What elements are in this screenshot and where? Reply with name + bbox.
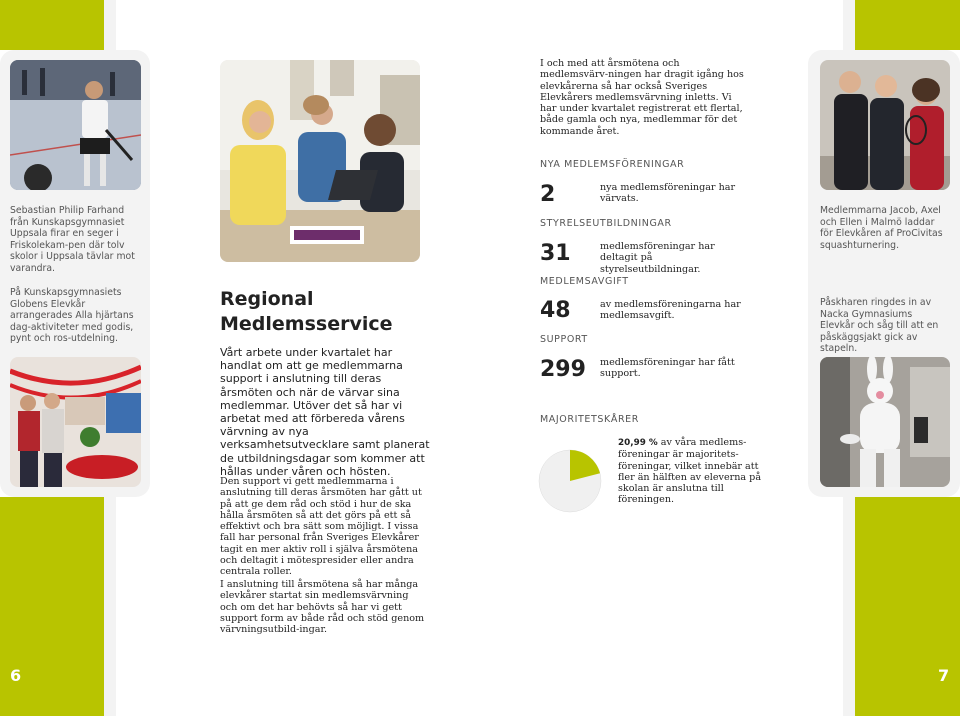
easter-caption: Påskharen ringdes in av Nacka Gymnasiums Elevkår och såg till att en påskäggsjakt gick av stapeln. bbox=[820, 297, 939, 355]
stat-label: NYA MEDLEMSFÖRENINGAR bbox=[540, 159, 685, 170]
squash-caption: Medlemmarna Jacob, Axel och Ellen i Malmö laddar för Elevkåren af ProCivitas squashturnering. bbox=[820, 205, 943, 251]
stat-description: av medlemsföreningarna har medlemsavgift. bbox=[600, 299, 741, 322]
stat-label: SUPPORT bbox=[540, 334, 588, 345]
majority-desc-text: av våra medlems-föreningar är majoritets-föreningar, vilket innebär att fler än hälften av eleverna på skolan är anslutna till föreningen. bbox=[618, 437, 762, 506]
page-number-left: 6 bbox=[10, 666, 22, 685]
easter-bunny-photo bbox=[820, 357, 950, 487]
stat-label: MEDLEMSAVGIFT bbox=[540, 276, 629, 287]
stat-description: medlemsföreningar har fått support. bbox=[600, 357, 735, 380]
intro-paragraph: I och med att årsmötena och medlemsvärv-ningen har dragit igång hos elevkårerna så har också Sveriges Elevkårers medlemsvärvning inletts. Vi har under kvartalet registrerat ett flertal, både gamla och nya, medlemmar för det kommande året. bbox=[540, 58, 744, 137]
stat-value: 299 bbox=[540, 357, 586, 382]
majority-value: 20,99 % bbox=[618, 438, 658, 448]
article-paragraph: Den support vi gett medlemmarna i anslutning till deras årsmöten har gått ut på att ge dem råd och stöd i hur de ska hålla årsmöten så att det görs på ett så effektivt och bra sätt som möjligt. I vissa fall har personal från Sveriges Elevkårer tagit en mer aktiv roll i själva årsmötena och deltagit i mötespresider eller andra centrala roller. bbox=[220, 476, 422, 578]
hearts-photo bbox=[10, 357, 141, 487]
majority-label: MAJORITETSKÅRER bbox=[540, 414, 639, 425]
accent-band bbox=[855, 0, 960, 50]
article-heading bbox=[220, 287, 420, 337]
squash-photo bbox=[820, 60, 950, 190]
floorball-caption: Sebastian Philip Farhand från Kunskapsgymnasiet Uppsala firar en seger i Friskolekam-pen där tolv skolor i Uppsala tävlar mot varandra. bbox=[10, 205, 135, 274]
majority-pie-chart bbox=[538, 449, 602, 513]
heading-line: Medlemsservice bbox=[220, 313, 393, 335]
article-paragraph: I anslutning till årsmötena så har många elevkårer startat sin medlemsvärvning och om det har behövts så har vi gett support form av både råd och stöd genom värvningsutbild-ingar. bbox=[220, 579, 425, 636]
heading-line: Regional bbox=[220, 288, 314, 310]
majority-description bbox=[618, 437, 768, 506]
page-number-right: 7 bbox=[938, 666, 950, 685]
floorball-photo bbox=[10, 60, 141, 190]
stat-value: 31 bbox=[540, 241, 571, 266]
stat-value: 48 bbox=[540, 298, 571, 323]
stat-value: 2 bbox=[540, 182, 556, 207]
stat-description: medlemsföreningar har deltagit på styrelseutbildningar. bbox=[600, 241, 715, 275]
stat-label: STYRELSEUTBILDNINGAR bbox=[540, 218, 672, 229]
stat-description: nya medlemsföreningar har värvats. bbox=[600, 182, 736, 205]
hearts-caption: På Kunskapsgymnasiets Globens Elevkår arrangerades Alla hjärtans dag-aktiviteter med godis, pynt och ros-utdelning. bbox=[10, 287, 134, 345]
accent-band bbox=[0, 0, 105, 50]
meeting-photo bbox=[220, 60, 420, 262]
article-lead: Vårt arbete under kvartalet har handlat om att ge medlemmarna support i anslutning till deras årsmöten och när de värvar sina medlemmar. Utöver det så har vi arbetat med att förbereda vårens värvning av nya verksamhetsutvecklare samt planerat de utbildningsdagar som kommer att hållas under våren och hösten. bbox=[220, 346, 430, 478]
